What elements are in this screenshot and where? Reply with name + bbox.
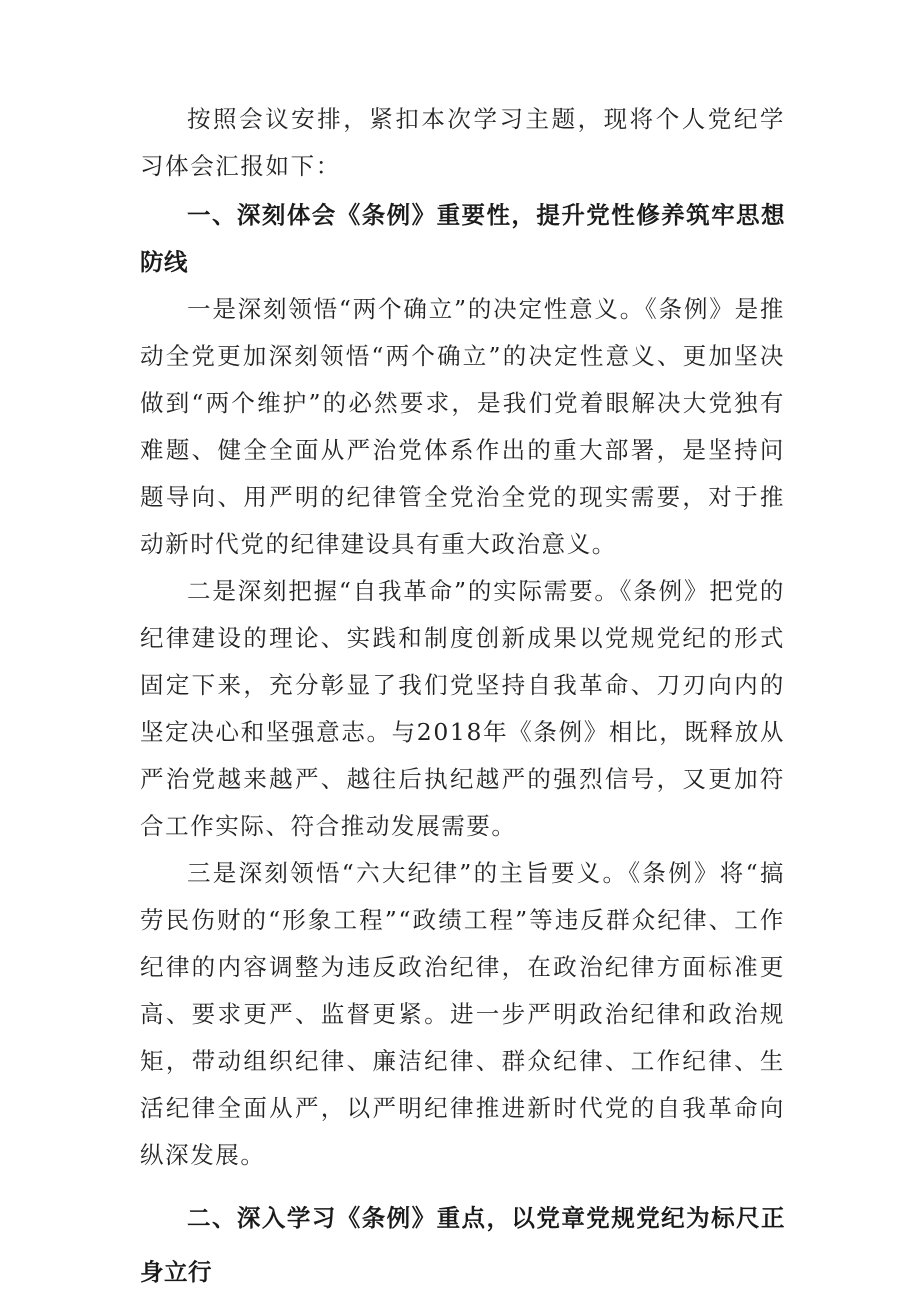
document-page — [140, 96, 785, 1299]
section-1-paragraph-1: 一是深刻领悟“两个确立”的决定性意义。《条例》是推动全党更加深刻领悟“两个确立”的决定性意义、更加坚决做到“两个维护”的必然要求，是我们党着眼解决大党独有难题、健全全面从严治党体系作出的重大部署，是坚持问题导向、用严明的纪律管全党治全党的现实需要，对于推动新时代党的纪律建设具有重大政治意义。 — [140, 295, 785, 558]
section-1-heading: 一、深刻体会《条例》重要性，提升党性修养筑牢思想防线 — [140, 201, 785, 276]
section-2-heading: 二、深入学习《条例》重点，以党章党规党纪为标尺正身立行 — [140, 1204, 785, 1286]
section-1-paragraph-3: 三是深刻领悟“六大纪律”的主旨要义。《条例》将“搞劳民伤财的“形象工程”“政绩工程”等违反群众纪律、工作纪律的内容调整为违反政治纪律，在政治纪律方面标准更高、要求更严、监督更紧。进一步严明政治纪律和政治规矩，带动组织纪律、廉洁纪律、群众纪律、工作纪律、生活纪律全面从严，以严明纪律推进新时代党的自我革命向纵深发展。 — [140, 859, 785, 1169]
section-1-paragraph-2: 二是深刻把握“自我革命”的实际需要。《条例》把党的纪律建设的理论、实践和制度创新成果以党规党纪的形式固定下来，充分彰显了我们党坚持自我革命、刀刃向内的坚定决心和坚强意志。与2018年《条例》相比，既释放从严治党越来越严、越往后执纪越严的强烈信号，又更加符合工作实际、符合推动发展需要。 — [140, 577, 785, 840]
intro-paragraph: 按照会议安排，紧扣本次学习主题，现将个人党纪学习体会汇报如下： — [140, 105, 785, 180]
